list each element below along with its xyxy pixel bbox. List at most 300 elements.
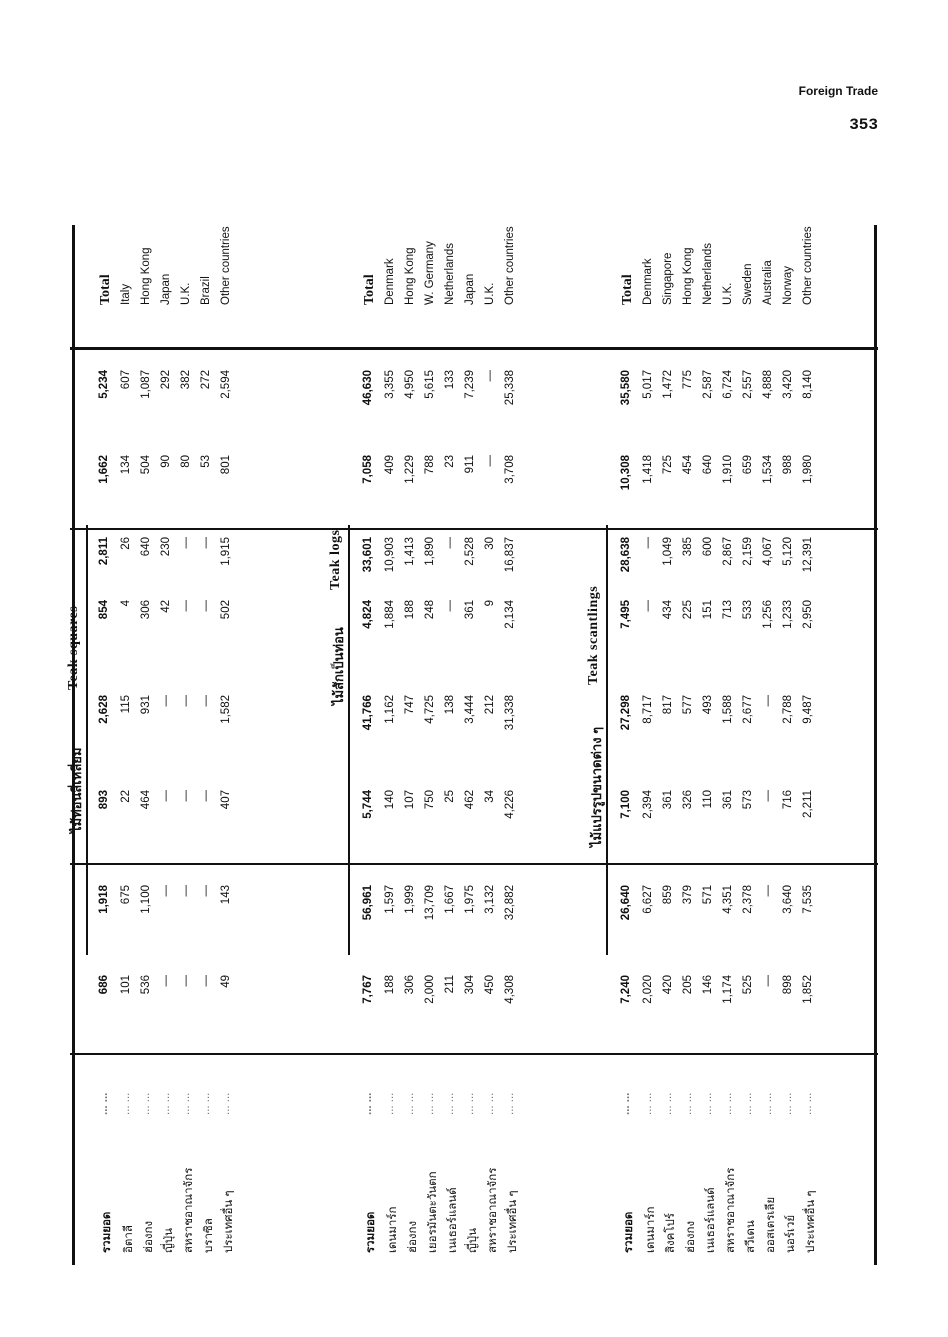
leader-dots: ... ... xyxy=(404,1092,416,1115)
leader-dots: ... ... xyxy=(702,1092,714,1115)
value-cell: 4,308 xyxy=(504,975,516,1004)
value-cell: 2,378 xyxy=(742,885,754,914)
leader-dots: ... ... xyxy=(742,1092,754,1115)
value-cell: 893 xyxy=(98,790,110,810)
value-cell: 212 xyxy=(484,695,496,715)
leader-dots: ... ... xyxy=(762,1092,774,1115)
value-cell: 1,229 xyxy=(404,455,416,484)
row-english-label: Total xyxy=(362,274,377,305)
value-cell: 7,100 xyxy=(620,790,632,819)
row-thai-label: ญี่ปุ่น xyxy=(163,1228,175,1253)
value-cell: 2,394 xyxy=(642,790,654,819)
value-cell: 1,597 xyxy=(384,885,396,914)
leader-dots: ... ... xyxy=(722,1092,734,1115)
value-cell: 3,640 xyxy=(782,885,794,914)
table-row xyxy=(464,225,484,1265)
value-cell: 1,582 xyxy=(220,695,232,724)
value-cell: — xyxy=(642,537,654,549)
value-cell: 1,910 xyxy=(722,455,734,484)
value-cell: 7,239 xyxy=(464,370,476,399)
value-cell: 25 xyxy=(444,790,456,803)
leader-dots: ... ... xyxy=(180,1092,192,1115)
row-english-label: Total xyxy=(620,274,635,305)
value-cell: 4,950 xyxy=(404,370,416,399)
leader-dots: ... ... xyxy=(444,1092,456,1115)
value-cell: 801 xyxy=(220,455,232,475)
row-english-label: Total xyxy=(98,274,113,305)
value-cell: 5,234 xyxy=(98,370,110,399)
section-thai-caption: ไม้แปรรูปขนาดต่าง ๆ xyxy=(589,726,604,847)
leader-dots: ... ... xyxy=(464,1092,476,1115)
row-english-label: W. Germany xyxy=(424,241,436,305)
row-thai-label: สิงคโปร์ xyxy=(665,1213,677,1253)
table-row xyxy=(140,225,160,1265)
row-english-label: Other countries xyxy=(504,226,516,305)
value-cell: 5,017 xyxy=(642,370,654,399)
value-cell: 134 xyxy=(120,455,132,475)
row-thai-label: สหราชอาณาจักร xyxy=(487,1167,499,1253)
value-cell: 272 xyxy=(200,370,212,390)
value-cell: 4,067 xyxy=(762,537,774,566)
value-cell: 525 xyxy=(742,975,754,995)
value-cell: 1,980 xyxy=(802,455,814,484)
value-cell: 6,627 xyxy=(642,885,654,914)
row-thai-label: บราซิล xyxy=(203,1218,215,1253)
rotated-trade-table xyxy=(66,225,880,1265)
leader-dots: ... ... xyxy=(384,1092,396,1115)
value-cell: — xyxy=(160,790,172,802)
value-cell: 33,601 xyxy=(362,537,374,573)
value-cell: 3,132 xyxy=(484,885,496,914)
value-cell: 640 xyxy=(702,455,714,475)
row-thai-label: ประเทศอื่น ๆ xyxy=(507,1190,519,1253)
value-cell: 4,226 xyxy=(504,790,516,819)
row-thai-label: รวมยอด xyxy=(623,1211,635,1253)
value-cell: 747 xyxy=(404,695,416,715)
value-cell: 292 xyxy=(160,370,172,390)
leader-dots: ... ... xyxy=(120,1092,132,1115)
value-cell: 379 xyxy=(682,885,694,905)
row-english-label: Sweden xyxy=(742,263,754,305)
row-thai-label: เยอรมันตะวันตก xyxy=(427,1171,439,1253)
value-cell: 56,961 xyxy=(362,885,374,921)
value-cell: 640 xyxy=(140,537,152,557)
value-cell: 26 xyxy=(120,537,132,550)
row-english-label: Australia xyxy=(762,260,774,305)
row-thai-label: อิตาลี xyxy=(123,1225,135,1253)
table-row xyxy=(362,225,382,1265)
value-cell: 5,120 xyxy=(782,537,794,566)
value-cell: 1,667 xyxy=(444,885,456,914)
value-cell: 409 xyxy=(384,455,396,475)
value-cell: 10,308 xyxy=(620,455,632,491)
leader-dots: ... ... xyxy=(682,1092,694,1115)
value-cell: 32,882 xyxy=(504,885,516,921)
value-cell: 1,588 xyxy=(722,695,734,724)
table-row xyxy=(682,225,702,1265)
row-thai-label: เนเธอร์แลนด์ xyxy=(447,1187,459,1253)
value-cell: 462 xyxy=(464,790,476,810)
row-thai-label: ญี่ปุ่น xyxy=(467,1228,479,1253)
value-cell: 911 xyxy=(464,455,476,474)
value-cell: 4,725 xyxy=(424,695,436,724)
value-cell: 304 xyxy=(464,975,476,995)
row-english-label: Brazil xyxy=(200,276,212,305)
leader-dots: ... ... xyxy=(200,1092,212,1115)
value-cell: 420 xyxy=(662,975,674,995)
table-row xyxy=(642,225,662,1265)
value-cell: — xyxy=(484,455,496,467)
value-cell: 1,413 xyxy=(404,537,416,566)
value-cell: 898 xyxy=(782,975,794,995)
row-english-label: Japan xyxy=(160,273,172,305)
value-cell: 49 xyxy=(220,975,232,988)
value-cell: 573 xyxy=(742,790,754,810)
row-english-label: Singapore xyxy=(662,252,674,305)
value-cell: 26,640 xyxy=(620,885,632,921)
value-cell: 306 xyxy=(140,600,152,620)
value-cell: 1,174 xyxy=(722,975,734,1004)
value-cell: — xyxy=(200,537,212,549)
value-cell: 107 xyxy=(404,790,416,810)
row-english-label: Hong Kong xyxy=(140,247,152,305)
value-cell: 80 xyxy=(180,455,192,468)
row-thai-label: เดนมาร์ก xyxy=(387,1206,399,1253)
section-english-caption: Teak logs xyxy=(328,529,343,590)
row-english-label: U.K. xyxy=(484,282,496,305)
value-cell: 16,837 xyxy=(504,537,516,573)
value-cell: 2,788 xyxy=(782,695,794,724)
value-cell: 7,767 xyxy=(362,975,374,1004)
row-english-label: Italy xyxy=(120,283,132,305)
running-header-title: Foreign Trade xyxy=(798,84,878,98)
value-cell: 3,355 xyxy=(384,370,396,399)
leader-dots: ... ... xyxy=(782,1092,794,1115)
value-cell: 188 xyxy=(404,600,416,620)
table-row xyxy=(444,225,464,1265)
value-cell: 1,918 xyxy=(98,885,110,914)
value-cell: 7,058 xyxy=(362,455,374,484)
value-cell: 577 xyxy=(682,695,694,715)
row-thai-label: นอร์เวย์ xyxy=(785,1214,797,1253)
value-cell: 5,615 xyxy=(424,370,436,399)
table-row xyxy=(620,225,640,1265)
value-cell: 7,240 xyxy=(620,975,632,1004)
leader-dots: ... ... xyxy=(220,1092,232,1115)
value-cell: 385 xyxy=(682,537,694,557)
value-cell: 133 xyxy=(444,370,456,390)
table-row xyxy=(762,225,782,1265)
value-cell: 115 xyxy=(120,695,132,714)
row-english-label: Other countries xyxy=(220,226,232,305)
leader-dots: ... ... xyxy=(484,1092,496,1115)
value-cell: 306 xyxy=(404,975,416,995)
value-cell: 27,298 xyxy=(620,695,632,731)
table-row xyxy=(802,225,822,1265)
value-cell: 6,724 xyxy=(722,370,734,399)
value-cell: 7,535 xyxy=(802,885,814,914)
value-cell: 2,587 xyxy=(702,370,714,399)
value-cell: 2,528 xyxy=(464,537,476,566)
value-cell: 248 xyxy=(424,600,436,620)
table-row xyxy=(722,225,742,1265)
table-row xyxy=(504,225,524,1265)
row-thai-label: ฮ่องกง xyxy=(143,1220,155,1253)
value-cell: 23 xyxy=(444,455,456,468)
value-cell: — xyxy=(200,790,212,802)
value-cell: 3,708 xyxy=(504,455,516,484)
value-cell: — xyxy=(200,975,212,987)
value-cell: 1,472 xyxy=(662,370,674,399)
value-cell: — xyxy=(180,600,192,612)
value-cell: 931 xyxy=(140,695,152,715)
row-english-label: Denmark xyxy=(642,258,654,305)
value-cell: 659 xyxy=(742,455,754,475)
value-cell: 450 xyxy=(484,975,496,995)
value-cell: 536 xyxy=(140,975,152,995)
value-cell: 211 xyxy=(444,975,456,994)
row-thai-label: ฮ่องกง xyxy=(685,1220,697,1253)
value-cell: — xyxy=(200,885,212,897)
value-cell: — xyxy=(444,600,456,612)
value-cell: 1,890 xyxy=(424,537,436,566)
row-thai-label: รวมยอด xyxy=(365,1211,377,1253)
value-cell: 1,256 xyxy=(762,600,774,629)
value-cell: 188 xyxy=(384,975,396,995)
value-cell: 101 xyxy=(120,975,132,995)
value-cell: 10,903 xyxy=(384,537,396,573)
value-cell: 1,418 xyxy=(642,455,654,484)
value-cell: 3,444 xyxy=(464,695,476,724)
value-cell: 675 xyxy=(120,885,132,905)
value-cell: 225 xyxy=(682,600,694,620)
leader-dots: ... ... xyxy=(140,1092,152,1115)
row-english-label: Denmark xyxy=(384,258,396,305)
leader-dots: ... ... xyxy=(362,1092,374,1115)
section-thai-caption: ไม้ท่อนสี่เหลี่ยม xyxy=(69,747,84,833)
value-cell: 2,134 xyxy=(504,600,516,629)
value-cell: 25,338 xyxy=(504,370,516,406)
value-cell: 2,594 xyxy=(220,370,232,399)
value-cell: 41,766 xyxy=(362,695,374,731)
value-cell: 750 xyxy=(424,790,436,810)
table-row xyxy=(384,225,404,1265)
table-row xyxy=(220,225,240,1265)
value-cell: 1,233 xyxy=(782,600,794,629)
row-thai-label: ประเทศอื่น ๆ xyxy=(223,1190,235,1253)
row-thai-label: เดนมาร์ก xyxy=(645,1206,657,1253)
table-row xyxy=(702,225,722,1265)
value-cell: 151 xyxy=(702,600,714,620)
row-english-label: Hong Kong xyxy=(682,247,694,305)
row-thai-label: ออสเตรเลีย xyxy=(765,1196,777,1253)
value-cell: 464 xyxy=(140,790,152,810)
value-cell: 28,638 xyxy=(620,537,632,573)
value-cell: 607 xyxy=(120,370,132,390)
section-thai-caption: ไม้สักเป็นท่อน xyxy=(331,627,346,705)
leader-dots: ... ... xyxy=(620,1092,632,1115)
value-cell: 2,628 xyxy=(98,695,110,724)
value-cell: 46,630 xyxy=(362,370,374,406)
value-cell: 493 xyxy=(702,695,714,715)
value-cell: 4,888 xyxy=(762,370,774,399)
row-english-label: Netherlands xyxy=(444,242,456,305)
value-cell: 1,049 xyxy=(662,537,674,566)
value-cell: 2,950 xyxy=(802,600,814,629)
value-cell: 1,162 xyxy=(384,695,396,724)
table-row xyxy=(404,225,424,1265)
value-cell: — xyxy=(180,975,192,987)
value-cell: 1,852 xyxy=(802,975,814,1004)
value-cell: 361 xyxy=(662,790,674,810)
leader-dots: ... ... xyxy=(662,1092,674,1115)
value-cell: 22 xyxy=(120,790,132,803)
row-thai-label: สหราชอาณาจักร xyxy=(183,1167,195,1253)
table-row xyxy=(782,225,802,1265)
value-cell: 361 xyxy=(722,790,734,810)
row-thai-label: สวีเดน xyxy=(745,1220,757,1253)
value-cell: 4 xyxy=(120,600,132,607)
section-english-caption: Teak squares xyxy=(66,605,81,690)
value-cell: 9 xyxy=(484,600,496,607)
value-cell: 5,744 xyxy=(362,790,374,819)
value-cell: — xyxy=(180,537,192,549)
value-cell: 4,824 xyxy=(362,600,374,629)
value-cell: 716 xyxy=(782,790,794,810)
value-cell: 434 xyxy=(662,600,674,620)
value-cell: 326 xyxy=(682,790,694,810)
value-cell: 31,338 xyxy=(504,695,516,731)
value-cell: 725 xyxy=(662,455,674,475)
value-cell: 1,100 xyxy=(140,885,152,914)
value-cell: 988 xyxy=(782,455,794,475)
value-cell: 90 xyxy=(160,455,172,468)
value-cell: 407 xyxy=(220,790,232,810)
section-caption-rule xyxy=(348,525,350,955)
section-english-caption: Teak scantlings xyxy=(586,585,601,685)
row-english-label: U.K. xyxy=(722,282,734,305)
row-thai-label: ประเทศอื่น ๆ xyxy=(805,1190,817,1253)
row-thai-label: รวมยอด xyxy=(101,1211,113,1253)
table-row xyxy=(484,225,504,1265)
value-cell: 2,867 xyxy=(722,537,734,566)
value-cell: 775 xyxy=(682,370,694,390)
row-english-label: Netherlands xyxy=(702,242,714,305)
value-cell: 7,495 xyxy=(620,600,632,629)
table-row xyxy=(160,225,180,1265)
value-cell: — xyxy=(200,695,212,707)
value-cell: 533 xyxy=(742,600,754,620)
value-cell: — xyxy=(762,885,774,897)
value-cell: 143 xyxy=(220,885,232,905)
value-cell: 110 xyxy=(702,790,714,809)
value-cell: 8,140 xyxy=(802,370,814,399)
value-cell: 9,487 xyxy=(802,695,814,724)
row-english-label: Norway xyxy=(782,266,794,305)
value-cell: — xyxy=(444,537,456,549)
value-cell: 713 xyxy=(722,600,734,620)
value-cell: — xyxy=(180,885,192,897)
table-row xyxy=(98,225,118,1265)
value-cell: 2,159 xyxy=(742,537,754,566)
value-cell: — xyxy=(762,975,774,987)
row-thai-label: ฮ่องกง xyxy=(407,1220,419,1253)
value-cell: 1,915 xyxy=(220,537,232,566)
table-bottom-rule xyxy=(874,225,877,1265)
leader-dots: ... ... xyxy=(98,1092,110,1115)
leader-dots: ... ... xyxy=(160,1092,172,1115)
value-cell: 382 xyxy=(180,370,192,390)
leader-dots: ... ... xyxy=(642,1092,654,1115)
value-cell: 1,975 xyxy=(464,885,476,914)
value-cell: 1,884 xyxy=(384,600,396,629)
value-cell: 361 xyxy=(464,600,476,620)
page-number: 353 xyxy=(849,116,878,134)
row-thai-label: เนเธอร์แลนด์ xyxy=(705,1187,717,1253)
value-cell: 34 xyxy=(484,790,496,803)
value-cell: 788 xyxy=(424,455,436,475)
value-cell: 138 xyxy=(444,695,456,715)
value-cell: — xyxy=(180,790,192,802)
value-cell: 2,677 xyxy=(742,695,754,724)
leader-dots: ... ... xyxy=(504,1092,516,1115)
value-cell: 35,580 xyxy=(620,370,632,406)
value-cell: 502 xyxy=(220,600,232,620)
table-row xyxy=(200,225,220,1265)
value-cell: 817 xyxy=(662,695,674,715)
table-top-rule xyxy=(72,225,75,1265)
value-cell: 854 xyxy=(98,600,110,620)
table-row xyxy=(662,225,682,1265)
value-cell: — xyxy=(762,695,774,707)
table-row xyxy=(424,225,444,1265)
value-cell: — xyxy=(160,975,172,987)
section-caption-rule xyxy=(86,525,88,955)
value-cell: 230 xyxy=(160,537,172,557)
value-cell: 2,211 xyxy=(802,790,814,818)
row-thai-label: สหราชอาณาจักร xyxy=(725,1167,737,1253)
row-english-label: Japan xyxy=(464,273,476,305)
value-cell: — xyxy=(200,600,212,612)
value-cell: 4,351 xyxy=(722,885,734,914)
value-cell: 1,999 xyxy=(404,885,416,914)
value-cell: 53 xyxy=(200,455,212,468)
value-cell: 2,000 xyxy=(424,975,436,1004)
value-cell: — xyxy=(642,600,654,612)
value-cell: 8,717 xyxy=(642,695,654,724)
value-cell: 2,557 xyxy=(742,370,754,399)
row-english-label: Other countries xyxy=(802,226,814,305)
value-cell: 571 xyxy=(702,885,714,905)
value-cell: 3,420 xyxy=(782,370,794,399)
value-cell: 686 xyxy=(98,975,110,995)
table-row xyxy=(120,225,140,1265)
value-cell: — xyxy=(160,695,172,707)
value-cell: 1,087 xyxy=(140,370,152,399)
value-cell: — xyxy=(484,370,496,382)
table-row xyxy=(180,225,200,1265)
table-row xyxy=(742,225,762,1265)
value-cell: 504 xyxy=(140,455,152,475)
leader-dots: ... ... xyxy=(424,1092,436,1115)
value-cell: 205 xyxy=(682,975,694,995)
value-cell: 454 xyxy=(682,455,694,475)
value-cell: 859 xyxy=(662,885,674,905)
leader-dots: ... ... xyxy=(802,1092,814,1115)
value-cell: — xyxy=(180,695,192,707)
value-cell: 2,020 xyxy=(642,975,654,1004)
section-caption-rule xyxy=(606,525,608,955)
